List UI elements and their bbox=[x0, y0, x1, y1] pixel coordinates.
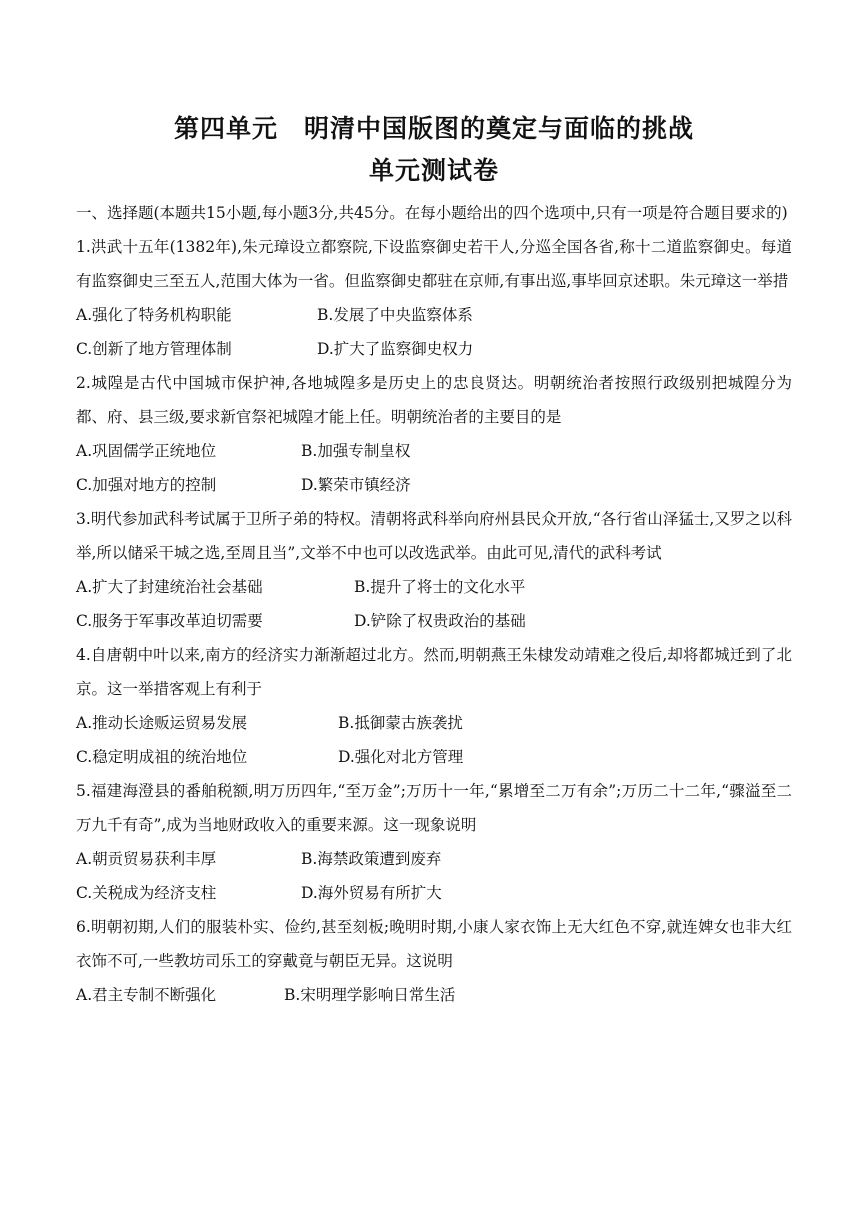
option-row bbox=[76, 468, 792, 502]
question-stem: 1.洪武十五年(1382年),朱元璋设立都察院,下设监察御史若干人,分巡全国各省,称十二道监察御史。每道有监察御史三至五人,范围大体为一省。但监察御史都驻在京师,有事出巡,事毕回京述职。朱元璋这一举措 bbox=[76, 238, 792, 290]
option-row bbox=[76, 434, 792, 468]
option-a: A.扩大了封建统治社会基础 bbox=[76, 578, 263, 596]
question-stem: 2.城隍是古代中国城市保护神,各地城隍多是历史上的忠良贤达。明朝统治者按照行政级别把城隍分为都、府、县三级,要求新官祭祀城隍才能上任。明朝统治者的主要目的是 bbox=[76, 374, 792, 426]
option-a: A.朝贡贸易获利丰厚 bbox=[76, 850, 217, 868]
option-b: B.发展了中央监察体系 bbox=[317, 306, 473, 324]
question-stem: 5.福建海澄县的番舶税额,明万历四年,“至万金”;万历十一年,“累增至二万有余”;万历二十二年,“骤溢至二万九千有奇”,成为当地财政收入的重要来源。这一现象说明 bbox=[76, 782, 792, 834]
option-c: C.稳定明成祖的统治地位 bbox=[76, 748, 248, 766]
exam-page bbox=[76, 108, 792, 1012]
option-b: B.海禁政策遭到废弃 bbox=[301, 850, 442, 868]
option-row bbox=[76, 706, 792, 740]
question-1 bbox=[76, 230, 792, 366]
unit-subtitle: 单元测试卷 bbox=[368, 156, 499, 185]
option-b: B.抵御蒙古族袭扰 bbox=[338, 714, 463, 732]
option-a: A.强化了特务机构职能 bbox=[76, 306, 232, 324]
option-row bbox=[76, 978, 792, 1012]
option-c: C.创新了地方管理体制 bbox=[76, 340, 232, 358]
option-d: D.铲除了权贵政治的基础 bbox=[354, 612, 526, 630]
question-3 bbox=[76, 502, 792, 638]
option-row bbox=[76, 570, 792, 604]
question-2 bbox=[76, 366, 792, 502]
question-4 bbox=[76, 638, 792, 774]
option-row bbox=[76, 604, 792, 638]
option-row bbox=[76, 842, 792, 876]
option-b: B.提升了将士的文化水平 bbox=[354, 578, 526, 596]
option-d: D.海外贸易有所扩大 bbox=[301, 884, 442, 902]
question-stem: 6.明朝初期,人们的服装朴实、俭约,甚至刻板;晚明时期,小康人家衣饰上无大红色不穿,就连婢女也非大红衣饰不可,一些教坊司乐工的穿戴竟与朝臣无异。这说明 bbox=[76, 918, 792, 970]
option-row bbox=[76, 740, 792, 774]
option-b: B.宋明理学影响日常生活 bbox=[284, 986, 456, 1004]
option-d: D.强化对北方管理 bbox=[338, 748, 464, 766]
option-b: B.加强专制皇权 bbox=[301, 442, 411, 460]
question-5 bbox=[76, 774, 792, 910]
option-c: C.关税成为经济支柱 bbox=[76, 884, 217, 902]
question-stem: 4.自唐朝中叶以来,南方的经济实力渐渐超过北方。然而,明朝燕王朱棣发动靖难之役后,却将都城迁到了北京。这一举措客观上有利于 bbox=[76, 646, 792, 698]
option-c: C.服务于军事改革迫切需要 bbox=[76, 612, 263, 630]
option-d: D.扩大了监察御史权力 bbox=[317, 340, 474, 358]
question-stem: 3.明代参加武科考试属于卫所子弟的特权。清朝将武科举向府州县民众开放,“各行省山泽猛士,又罗之以科举,所以储采干城之选,至周且当”,文举不中也可以改选武举。由此可见,清代的武科考试 bbox=[76, 510, 792, 562]
question-6 bbox=[76, 910, 792, 1012]
option-row bbox=[76, 332, 792, 366]
unit-title: 第四单元 明清中国版图的奠定与面临的挑战 bbox=[173, 114, 694, 143]
option-row bbox=[76, 876, 792, 910]
option-row bbox=[76, 298, 792, 332]
option-a: A.君主专制不断强化 bbox=[76, 986, 217, 1004]
option-d: D.繁荣市镇经济 bbox=[301, 476, 411, 494]
option-c: C.加强对地方的控制 bbox=[76, 476, 217, 494]
section-intro: 一、选择题(本题共15小题,每小题3分,共45分。在每小题给出的四个选项中,只有一项是符合题目要求的) bbox=[76, 204, 788, 222]
option-a: A.巩固儒学正统地位 bbox=[76, 442, 217, 460]
option-a: A.推动长途贩运贸易发展 bbox=[76, 714, 248, 732]
